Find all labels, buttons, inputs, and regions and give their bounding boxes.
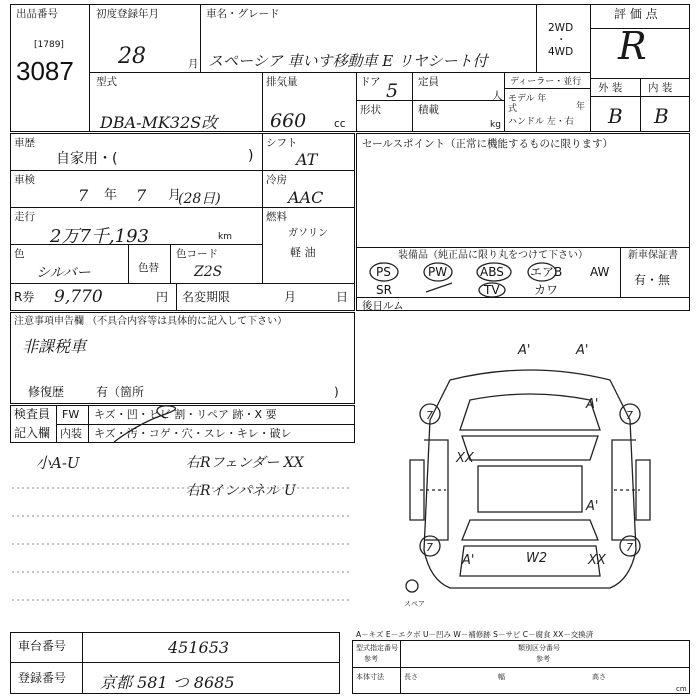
equip-leather: カワ: [534, 283, 559, 297]
name-change-day: 日: [336, 290, 349, 304]
shift-label: シフト: [266, 137, 298, 149]
capacity-label: 定員: [418, 76, 439, 88]
mark-a5: A': [462, 553, 475, 568]
exterior-label: 外 装: [598, 82, 623, 94]
first-reg-month-unit: 月: [188, 58, 199, 70]
inspection-day: (28日): [178, 191, 221, 207]
history-close: ): [248, 148, 254, 164]
lot-sub: [1789]: [34, 40, 64, 50]
spec-label2: 参考: [364, 655, 378, 663]
spec-label8: 高さ: [592, 673, 606, 681]
mark-xx2: XX: [588, 553, 606, 568]
handle-label: ハンドル 左・右: [508, 117, 574, 127]
equipment-label: 装備品（純正品に限り丸をつけて下さい）: [398, 250, 588, 261]
displacement-value: 660: [270, 110, 307, 132]
mileage-label: 走行: [14, 211, 35, 223]
inspection-month-unit: 月: [168, 188, 182, 203]
shift-value: AT: [296, 150, 318, 169]
capacity-unit: 人: [492, 90, 503, 102]
equip-pw: PW: [428, 265, 448, 279]
color-code-label: 色コード: [176, 248, 218, 260]
door-value: 5: [386, 80, 399, 102]
inspector-fw-text: キズ・凹・ヒビ 割・リペア 跡・X 要: [94, 408, 277, 421]
drive-dot: ・: [556, 34, 567, 46]
ac-value: AAC: [288, 188, 324, 207]
repair-label: 修復歴: [28, 385, 65, 399]
name-change-label: 名変期限: [182, 290, 231, 304]
drive-4wd: 4WD: [548, 46, 574, 58]
equip-aw: AW: [590, 265, 610, 279]
repair-value: 有（箇所: [96, 385, 145, 399]
first-reg-year: 28: [118, 44, 146, 69]
notes-rule-lines: [12, 440, 352, 630]
equip-sr: SR: [376, 283, 392, 297]
inspector-int-text: キズ・汚・コゲ・穴・スレ・キレ・破レ: [94, 427, 292, 440]
color-value: シルバー: [36, 265, 91, 281]
chassis-value: 451653: [168, 638, 230, 657]
spec-label7: 幅: [498, 673, 505, 681]
shape-label: 形状: [360, 104, 381, 116]
inspection-month: 7: [136, 186, 147, 205]
inspector-fw-label: FW: [62, 408, 80, 421]
handwritten-note2: 右Rフェンダー XX: [186, 455, 304, 471]
mark-q4: 7: [626, 541, 633, 554]
model-label: 型式: [96, 76, 117, 88]
model-year-unit: 年: [576, 102, 586, 112]
handwritten-note3: 右Rインパネル U: [186, 483, 296, 499]
color-code: Z2S: [194, 264, 223, 280]
mark-q1: 7: [426, 409, 433, 422]
equip-airbag: エアB: [530, 265, 563, 279]
grade-value: R: [618, 24, 647, 68]
grade-label: 評 価 点: [614, 7, 658, 21]
mark-q3: 7: [426, 541, 433, 554]
model-year-label: モデル 年式: [508, 94, 547, 114]
legend-text: A－キズ E－エクボ U－凹み W－補修跡 S－サビ C－腐食 XX－交換済: [356, 630, 594, 639]
handwritten-note1: 小A-U: [36, 454, 80, 472]
equipment-circles: [356, 247, 620, 297]
circle-ps: [370, 263, 398, 281]
recycle-value: 9,770: [54, 287, 103, 307]
chassis-label: 車台番号: [18, 639, 67, 653]
recycle-label: R券: [14, 290, 35, 304]
mileage-unit: km: [218, 232, 232, 242]
registration-label: 登録番号: [18, 671, 67, 685]
mileage-value: 2万7千,193: [50, 226, 149, 247]
car-name-label: 車名・グレード: [206, 8, 280, 20]
notes-value: 非課税車: [22, 337, 87, 356]
notes-label: 注意事項申告欄 （不具合内容等は具体的に記入して下さい）: [14, 316, 288, 327]
repair-close: ): [334, 385, 339, 399]
history-value: 自家用・(: [56, 151, 118, 167]
registration-value: 京都 581 つ 8685: [100, 673, 235, 692]
recycle-unit: 円: [156, 290, 169, 304]
drive-2wd: 2WD: [548, 22, 574, 34]
displacement-unit: cc: [334, 118, 346, 130]
spare-label: スペア: [404, 600, 425, 608]
fuel-value1: ガソリン: [288, 228, 328, 239]
circle-pw: [424, 263, 452, 281]
spec-label6: 長さ: [404, 673, 418, 681]
circle-airbag: [528, 263, 556, 281]
inspection-year-unit: 年: [104, 188, 118, 203]
color-change-label: 色替: [138, 262, 159, 274]
warranty-label: 新車保証書: [628, 250, 678, 261]
ac-label: 冷房: [266, 174, 287, 186]
inspector-int-label: 内装: [60, 427, 82, 440]
load-label: 積載: [418, 104, 439, 116]
car-name-value: スペーシア 車いす移動車 E リヤシート付: [208, 52, 488, 70]
equip-abs: ABS: [480, 265, 504, 279]
first-reg-label: 初度登録年月: [96, 8, 159, 20]
history-label: 車歴: [14, 137, 35, 149]
mark-a3: A': [586, 397, 599, 412]
car-diagram: [400, 340, 660, 610]
dealer-label: ディーラー・並行: [510, 77, 582, 87]
color-label: 色: [14, 248, 25, 260]
mark-a4: A': [586, 499, 599, 514]
spec-label3: 類別区分番号: [518, 644, 560, 652]
inspector-label1: 検査員: [14, 407, 51, 421]
fuel-label: 燃料: [266, 211, 287, 223]
load-unit: kg: [490, 120, 501, 130]
interior-value: B: [654, 104, 669, 128]
mark-w2: W2: [526, 551, 548, 566]
circle-abs: [477, 263, 511, 281]
mark-xx1: XX: [456, 451, 474, 466]
exterior-value: B: [608, 104, 623, 128]
inspection-label: 車検: [14, 174, 35, 186]
mark-q2: 7: [626, 409, 633, 422]
spec-label1: 型式指定番号: [356, 644, 398, 652]
post-frame-label: 後日ルム: [362, 300, 404, 312]
equip-ps: PS: [376, 265, 391, 279]
spec-label4: 参考: [536, 655, 550, 663]
interior-label: 内 装: [648, 82, 673, 94]
name-change-month: 月: [284, 290, 297, 304]
model-value: DBA-MK32S改: [100, 113, 218, 132]
sales-point-label: セールスポイント（正常に機能するものに限ります）: [362, 138, 614, 150]
mark-a2: A': [576, 343, 589, 358]
displacement-label: 排気量: [266, 76, 298, 88]
fuel-value2: 軽 油: [290, 246, 316, 259]
door-label: ドア: [360, 76, 381, 88]
inspection-year: 7: [78, 186, 89, 205]
equip-tv: TV: [484, 283, 500, 297]
mark-a1: A': [518, 343, 531, 358]
lot-number: 3087: [16, 56, 74, 86]
spec-label5: 本体寸法: [356, 673, 384, 681]
warranty-value: 有・無: [634, 273, 671, 287]
lot-label: 出品番号: [16, 8, 58, 20]
inspector-label2: 記入欄: [14, 426, 51, 440]
circle-tv: [479, 283, 505, 297]
spec-unit: cm: [676, 685, 687, 693]
